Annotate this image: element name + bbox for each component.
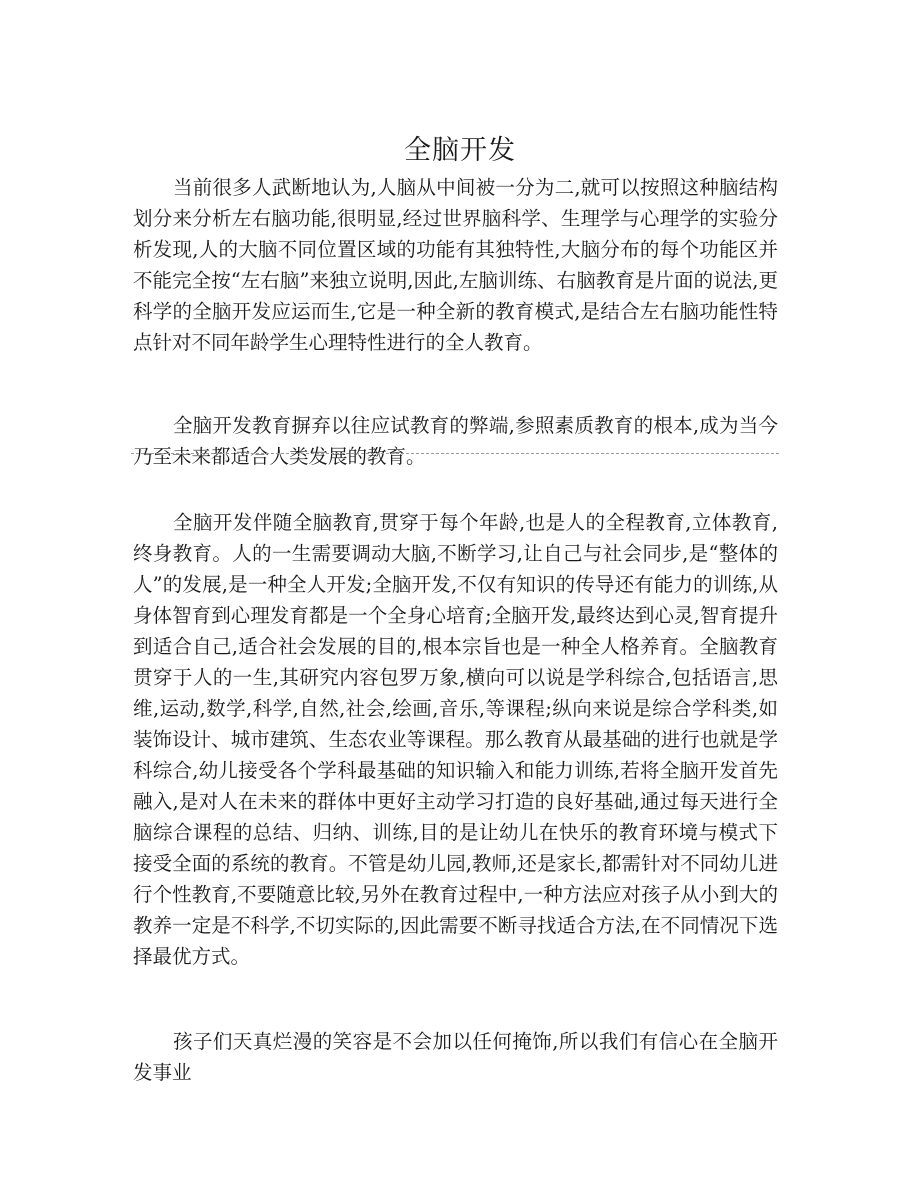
paragraph-4: 孩子们天真烂漫的笑容是不会加以任何掩饰,所以我们有信心在全脑开发事业 (133, 1030, 778, 1084)
paragraph-2: 全脑开发教育摒弃以往应试教育的弊端,参照素质教育的根本,成为当今乃至未来都适合人类发展的教育。 (133, 414, 778, 468)
paragraph-1: 当前很多人武断地认为,人脑从中间被一分为二,就可以按照这种脑结构划分来分析左右脑功能,很明显,经过世界脑科学、生理学与心理学的实验分析发现,人的大脑不同位置区域的功能有其独特性,大脑分布的每个功能区并不能完全按“左右脑”来独立说明,因此,左脑训练、右脑教育是片面的说法,更科学的全脑开发应运而生,它是一种全新的教育模式,是结合左右脑功能性特点针对不同年龄学生心理特性进行的全人教育。 (133, 176, 778, 354)
dashed-divider (131, 453, 779, 454)
document-title: 全脑开发 (404, 135, 516, 167)
paragraph-3: 全脑开发伴随全脑教育,贯穿于每个年龄,也是人的全程教育,立体教育,终身教育。人的一生需要调动大脑,不断学习,让自己与社会同步,是“整体的人”的发展,是一种全人开发;全脑开发,不仅有知识的传导还有能力的训练,从身体智育到心理发育都是一个全身心培育;全脑开发,最终达到心灵,智育提升到适合自己,适合社会发展的目的,根本宗旨也是一种全人格养育。全脑教育贯穿于人的一生,其研究内容包罗万象,横向可以说是学科综合,包括语言,思维,运动,数学,科学,自然,社会,绘画,音乐,等课程;纵向来说是综合学科类,如装饰设计、城市建筑、生态农业等课程。那么教育从最基础的进行也就是学科综合,幼儿接受各个学科最基础的知识输入和能力训练,若将全脑开发首先融入,是对人在未来的群体中更好主动学习打造的良好基础,通过每天进行全脑综合课程的总结、归纳、训练,目的是让幼儿在快乐的教育环境与模式下接受全面的系统的教育。不管是幼儿园,教师,还是家长,都需针对不同幼儿进行个性教育,不要随意比较,另外在教育过程中,一种方法应对孩子从小到大的教养一定是不科学,不切实际的,因此需要不断寻找适合方法,在不同情况下选择最优方式。 (133, 511, 778, 968)
